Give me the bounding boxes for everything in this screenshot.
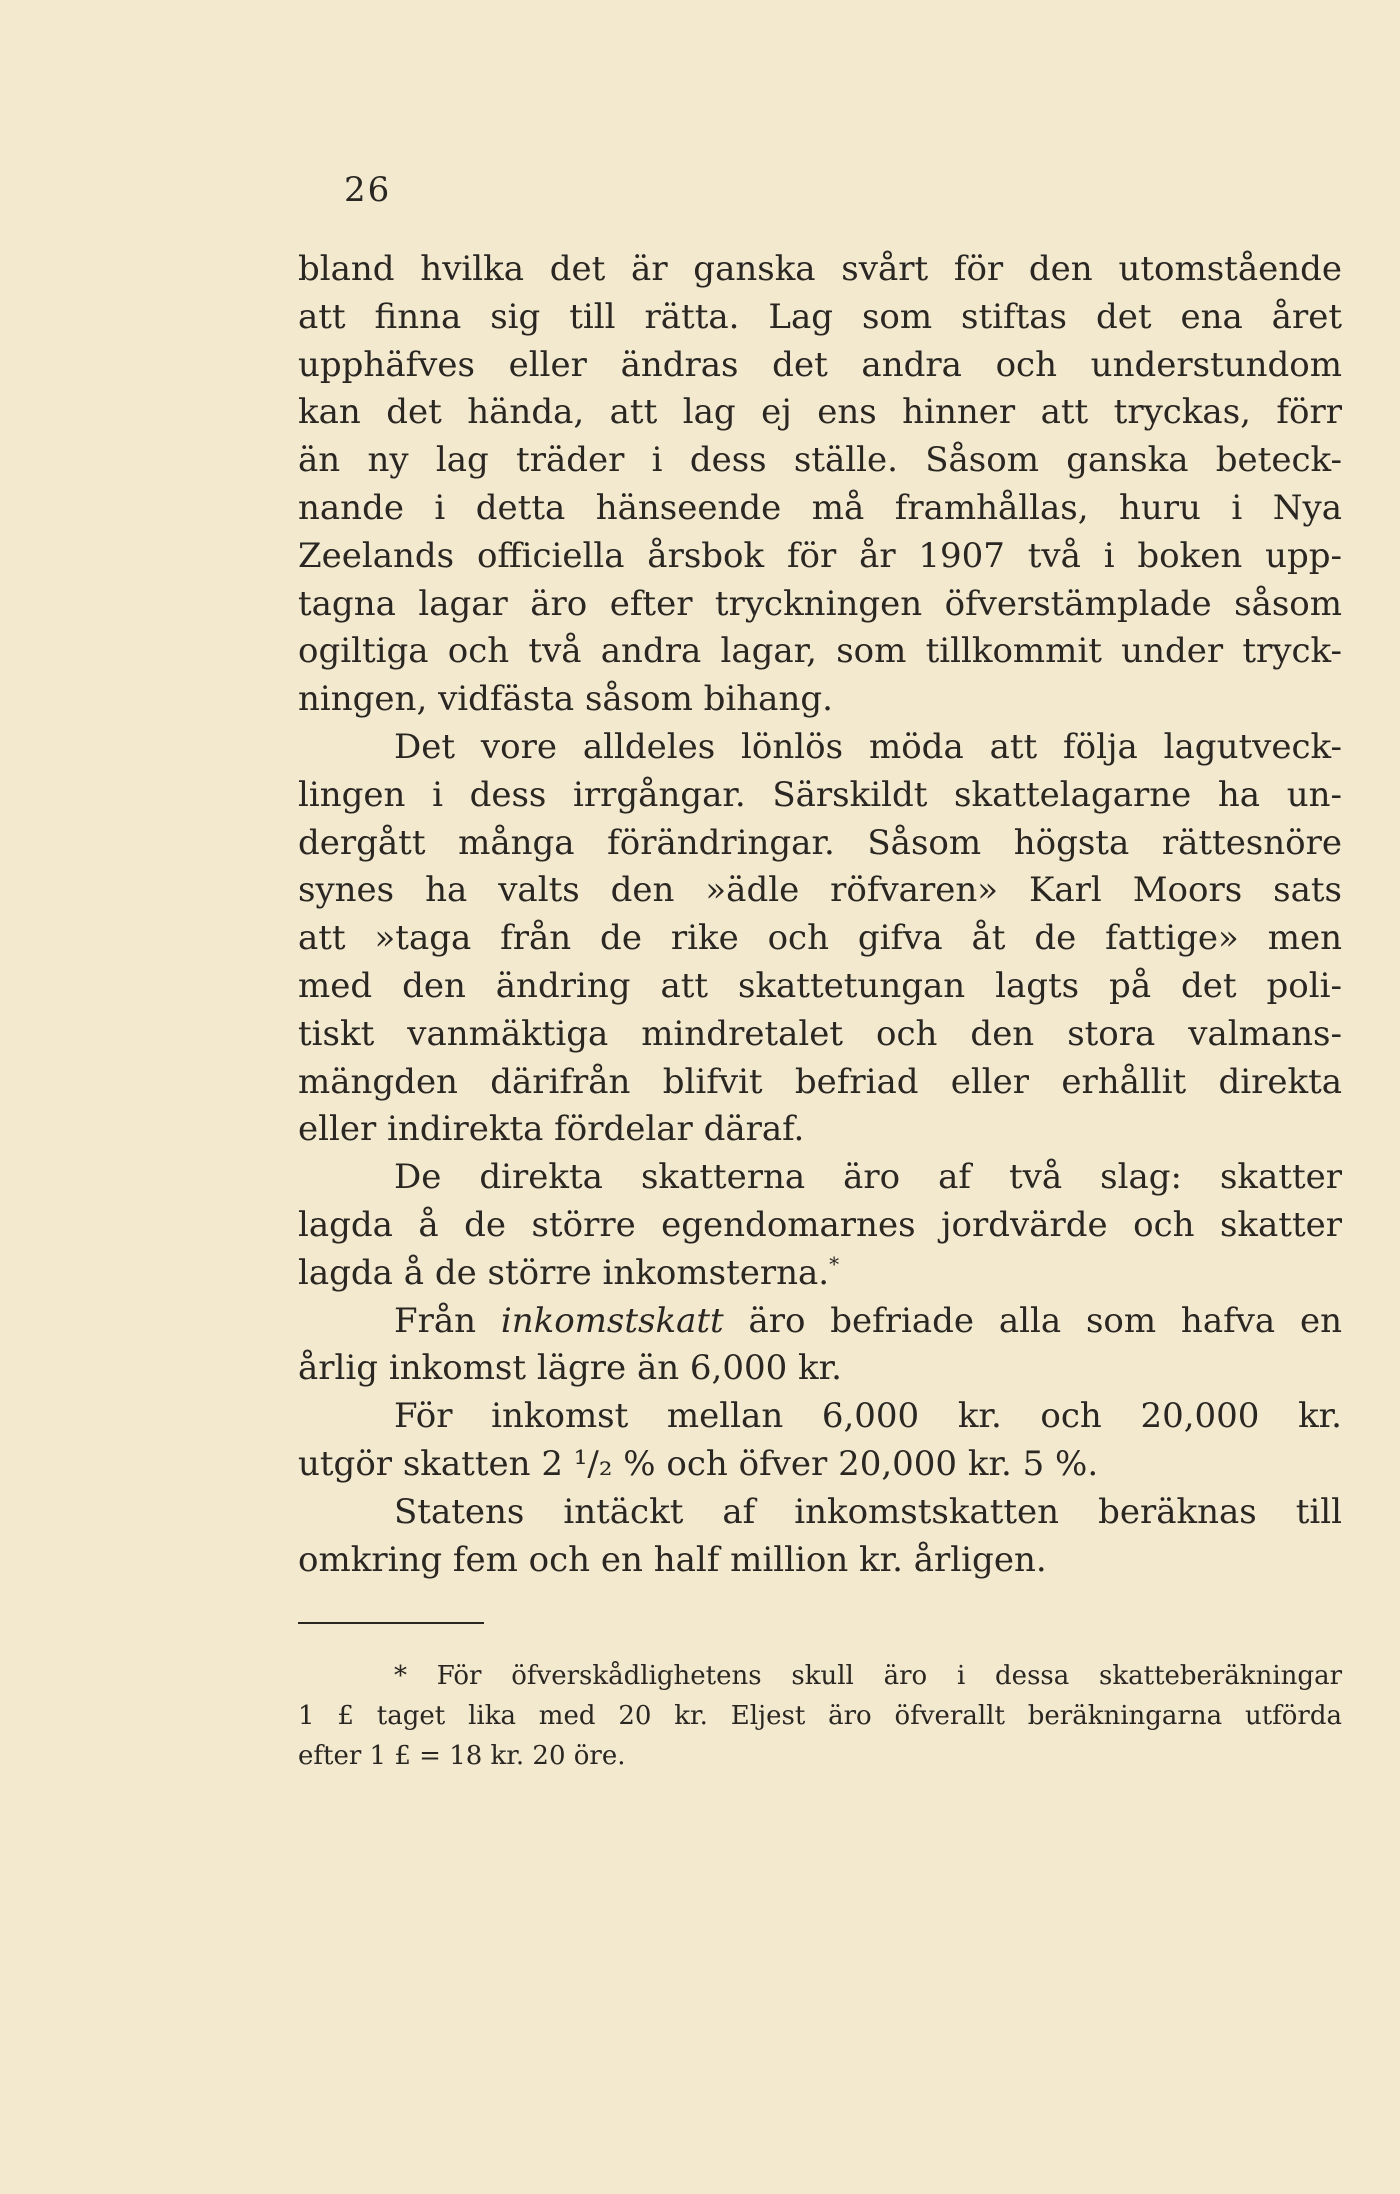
- body-text: [298, 246, 1342, 1584]
- text-line: att finna sig till rätta. Lag som stiftas det ena året: [298, 296, 1342, 337]
- text-line: omkring fem och en half million kr. årligen.: [298, 1539, 1047, 1580]
- text-line: synes ha valts den »ädle röfvaren» Karl Moors sats: [298, 870, 1342, 911]
- paragraph-first-line: [298, 1298, 1342, 1346]
- paragraph-first-line: De direkta skatterna äro af två slag: skatter: [394, 1157, 1342, 1198]
- text-line: årlig inkomst lägre än 6,000 kr.: [298, 1348, 842, 1389]
- text-line: eller indirekta fördelar däraf.: [298, 1109, 805, 1150]
- italic-term: inkomstskatt: [500, 1300, 724, 1341]
- footnote-divider: [298, 1622, 484, 1624]
- footnote-line: 1 £ taget lika med 20 kr. Eljest äro öfverallt beräkningarna utförda: [298, 1701, 1342, 1731]
- footnote: [298, 1656, 1342, 1776]
- text-line: bland hvilka det är ganska svårt för den utomstående: [298, 249, 1342, 289]
- text-line: att »taga från de rike och gifva åt de fattige» men: [298, 918, 1342, 959]
- text-line: mängden därifrån blifvit befriad eller erhållit direkta: [298, 1061, 1342, 1102]
- text-line: tiskt vanmäktiga mindretalet och den stora valmans-: [298, 1013, 1342, 1054]
- text-fragment: Från: [394, 1300, 477, 1341]
- text-line: nande i detta hänseende må framhållas, huru i Nya: [298, 487, 1342, 528]
- paragraph-first-line: För inkomst mellan 6,000 kr. och 20,000 kr.: [394, 1396, 1342, 1437]
- text-line: lingen i dess irrgångar. Särskildt skattelagarne ha un-: [298, 774, 1342, 815]
- footnote-reference: *: [829, 1251, 840, 1276]
- text-line: Zeelands officiella årsbok för år 1907 två i boken upp-: [298, 535, 1342, 576]
- text-line: med den ändring att skattetungan lagts på det poli-: [298, 965, 1342, 1006]
- paragraph-first-line: Statens intäckt af inkomstskatten beräknas till: [394, 1491, 1342, 1532]
- text-line: kan det hända, att lag ej ens hinner att tryckas, förr: [298, 392, 1342, 433]
- text-line-with-footnote-ref: [298, 1250, 1342, 1298]
- text-fragment: lagda å de större inkomsterna.: [298, 1252, 830, 1293]
- text-fragment: äro befriade alla som hafva en: [748, 1300, 1342, 1341]
- page-number: 26: [344, 170, 392, 210]
- text-line: dergått många förändringar. Såsom högsta rättesnöre: [298, 822, 1342, 863]
- text-line: upphäfves eller ändras det andra och understundom: [298, 344, 1342, 385]
- text-line: ogiltiga och två andra lagar, som tillkommit under tryck-: [298, 631, 1342, 672]
- text-line: utgör skatten 2 ¹/₂ % och öfver 20,000 kr. 5 %.: [298, 1443, 1099, 1484]
- text-line: än ny lag träder i dess ställe. Såsom ganska beteck-: [298, 440, 1342, 481]
- text-line: tagna lagar äro efter tryckningen öfverstämplade såsom: [298, 583, 1342, 624]
- footnote-line: * För öfverskådlighetens skull äro i dessa skatteberäkningar: [394, 1661, 1342, 1691]
- paragraph-first-line: Det vore alldeles lönlös möda att följa lagutveck-: [394, 726, 1342, 767]
- text-line: ningen, vidfästa såsom bihang.: [298, 679, 833, 720]
- footnote-line: efter 1 £ = 18 kr. 20 öre.: [298, 1741, 626, 1771]
- text-line: lagda å de större egendomarnes jordvärde och skatter: [298, 1204, 1342, 1245]
